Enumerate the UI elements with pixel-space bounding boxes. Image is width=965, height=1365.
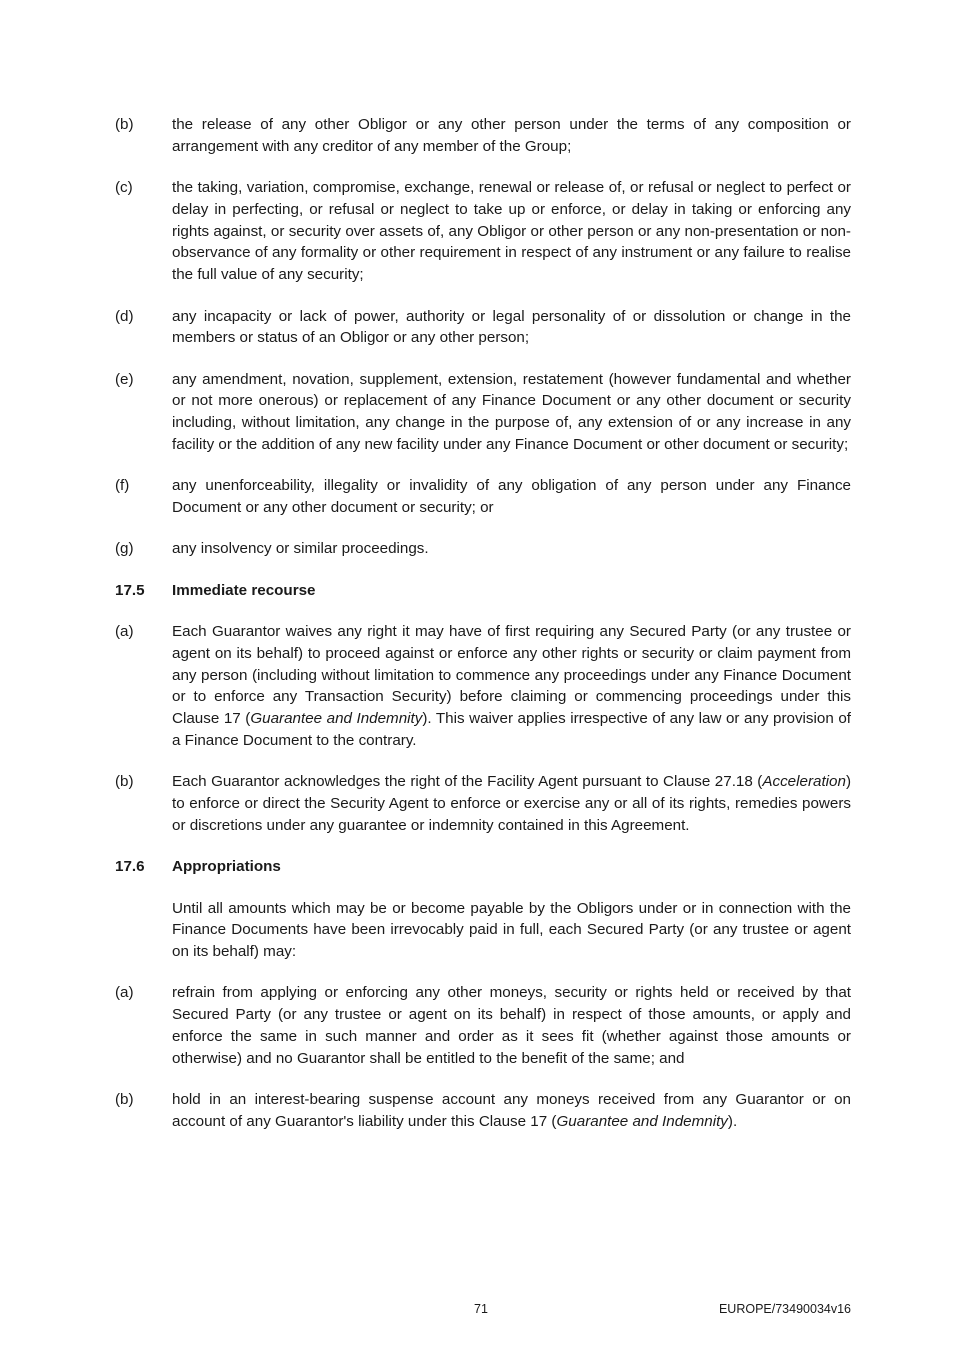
italic-reference: Guarantee and Indemnity (250, 710, 423, 728)
list-item (115, 177, 851, 286)
section-title: Immediate recourse (172, 581, 316, 599)
italic-reference: Guarantee and Indemnity (556, 1112, 728, 1130)
item-text (172, 621, 851, 752)
text-segment: Each Guarantor waives any right it may have of first requiring any Secured Party (or any trustee or agent on its behalf) to proceed against or enforce any other rights or security or claim payment from any person (including without limitation to commence any proceedings under any Finance Document or to enforce any Transaction Security) before claiming or commencing proceedings under this Clause 17 ( (172, 623, 851, 728)
list-item (115, 538, 851, 560)
item-text: any insolvency or similar proceedings. (172, 540, 429, 558)
list-item (115, 771, 851, 836)
item-label: (b) (115, 773, 134, 791)
item-text (172, 771, 851, 836)
document-reference: EUROPE/73490034v16 (718, 1302, 851, 1316)
item-text: the taking, variation, compromise, exchange, renewal or release of, or refusal or neglect to perfect or delay in perfecting, or refusal or neglect to take up or enforce, or delay in taking or enforcing any rights against, or security over assets of, any Obligor or other person or any non-presentation or non-observance of any formality or other requirement in respect of any instrument or any failure to realise the full value of any security; (172, 179, 851, 284)
text-segment: ) to enforce or direct the Security Agent to enforce or exercise any or all of its rights, remedies powers or discretions under any guarantee or indemnity contained in this Agreement. (172, 773, 851, 834)
section-number: 17.6 (115, 858, 145, 876)
text-segment: Each Guarantor acknowledges the right of the Facility Agent pursuant to Clause 27.18 ( (172, 773, 763, 791)
page-number: 71 (474, 1302, 488, 1316)
item-label: (a) (115, 984, 134, 1002)
list-item (115, 621, 851, 752)
item-text: the release of any other Obligor or any other person under the terms of any composition or arrangement with any creditor of any member of the Group; (172, 116, 851, 155)
item-text: refrain from applying or enforcing any other moneys, security or rights held or received by that Secured Party (or any trustee or agent on its behalf) in respect of those amounts, or apply and enforce the same in such manner and order as it sees fit (whether against those amounts or otherwise) and no Guarantor shall be entitled to the benefit of the same; and (172, 984, 851, 1067)
item-label: (g) (115, 540, 134, 558)
intro-paragraph (115, 898, 851, 963)
list-item (115, 1089, 851, 1133)
italic-reference: Acceleration (762, 773, 846, 791)
list-item (115, 114, 851, 158)
item-label: (e) (115, 370, 134, 388)
item-label: (b) (115, 1091, 134, 1109)
list-item (115, 475, 851, 519)
list-item (115, 369, 851, 456)
text-segment: ). (727, 1112, 738, 1130)
item-text: any incapacity or lack of power, authority or legal personality of or dissolution or change in the members or status of an Obligor or any other person; (172, 307, 851, 347)
item-label: (d) (115, 307, 134, 325)
item-text: any unenforceability, illegality or invalidity of any obligation of any person under any Finance Document or any other document or security; or (172, 477, 851, 517)
section-heading-17-5 (115, 580, 851, 602)
section-title: Appropriations (172, 858, 281, 876)
section-number: 17.5 (115, 581, 145, 599)
page-content (115, 114, 851, 1152)
item-label: (a) (115, 623, 134, 641)
item-label: (c) (115, 179, 133, 197)
section-heading-17-6 (115, 856, 851, 878)
item-label: (f) (115, 477, 130, 495)
text-segment: ). This waiver applies irrespective of any law or any provision of a Finance Document to the contrary. (172, 710, 851, 750)
item-text (172, 1089, 851, 1133)
item-text: any amendment, novation, supplement, extension, restatement (however fundamental and whether or not more onerous) or replacement of any Finance Document or any other document or security including, without limitation, any change in the purpose of, any extension of or any increase in any facility or the addition of any new facility under any Finance Document or other document or security; (172, 370, 851, 454)
intro-text: Until all amounts which may be or become payable by the Obligors under or in connection with the Finance Documents have been irrevocably paid in full, each Secured Party (or any trustee or agent on its behalf) may: (172, 899, 851, 961)
list-item (115, 982, 851, 1069)
text-segment: hold in an interest-bearing suspense account any moneys received from any Guarantor or on account of any Guarantor's liability under this Clause 17 ( (172, 1091, 851, 1130)
item-label: (b) (115, 116, 134, 133)
list-item (115, 306, 851, 350)
